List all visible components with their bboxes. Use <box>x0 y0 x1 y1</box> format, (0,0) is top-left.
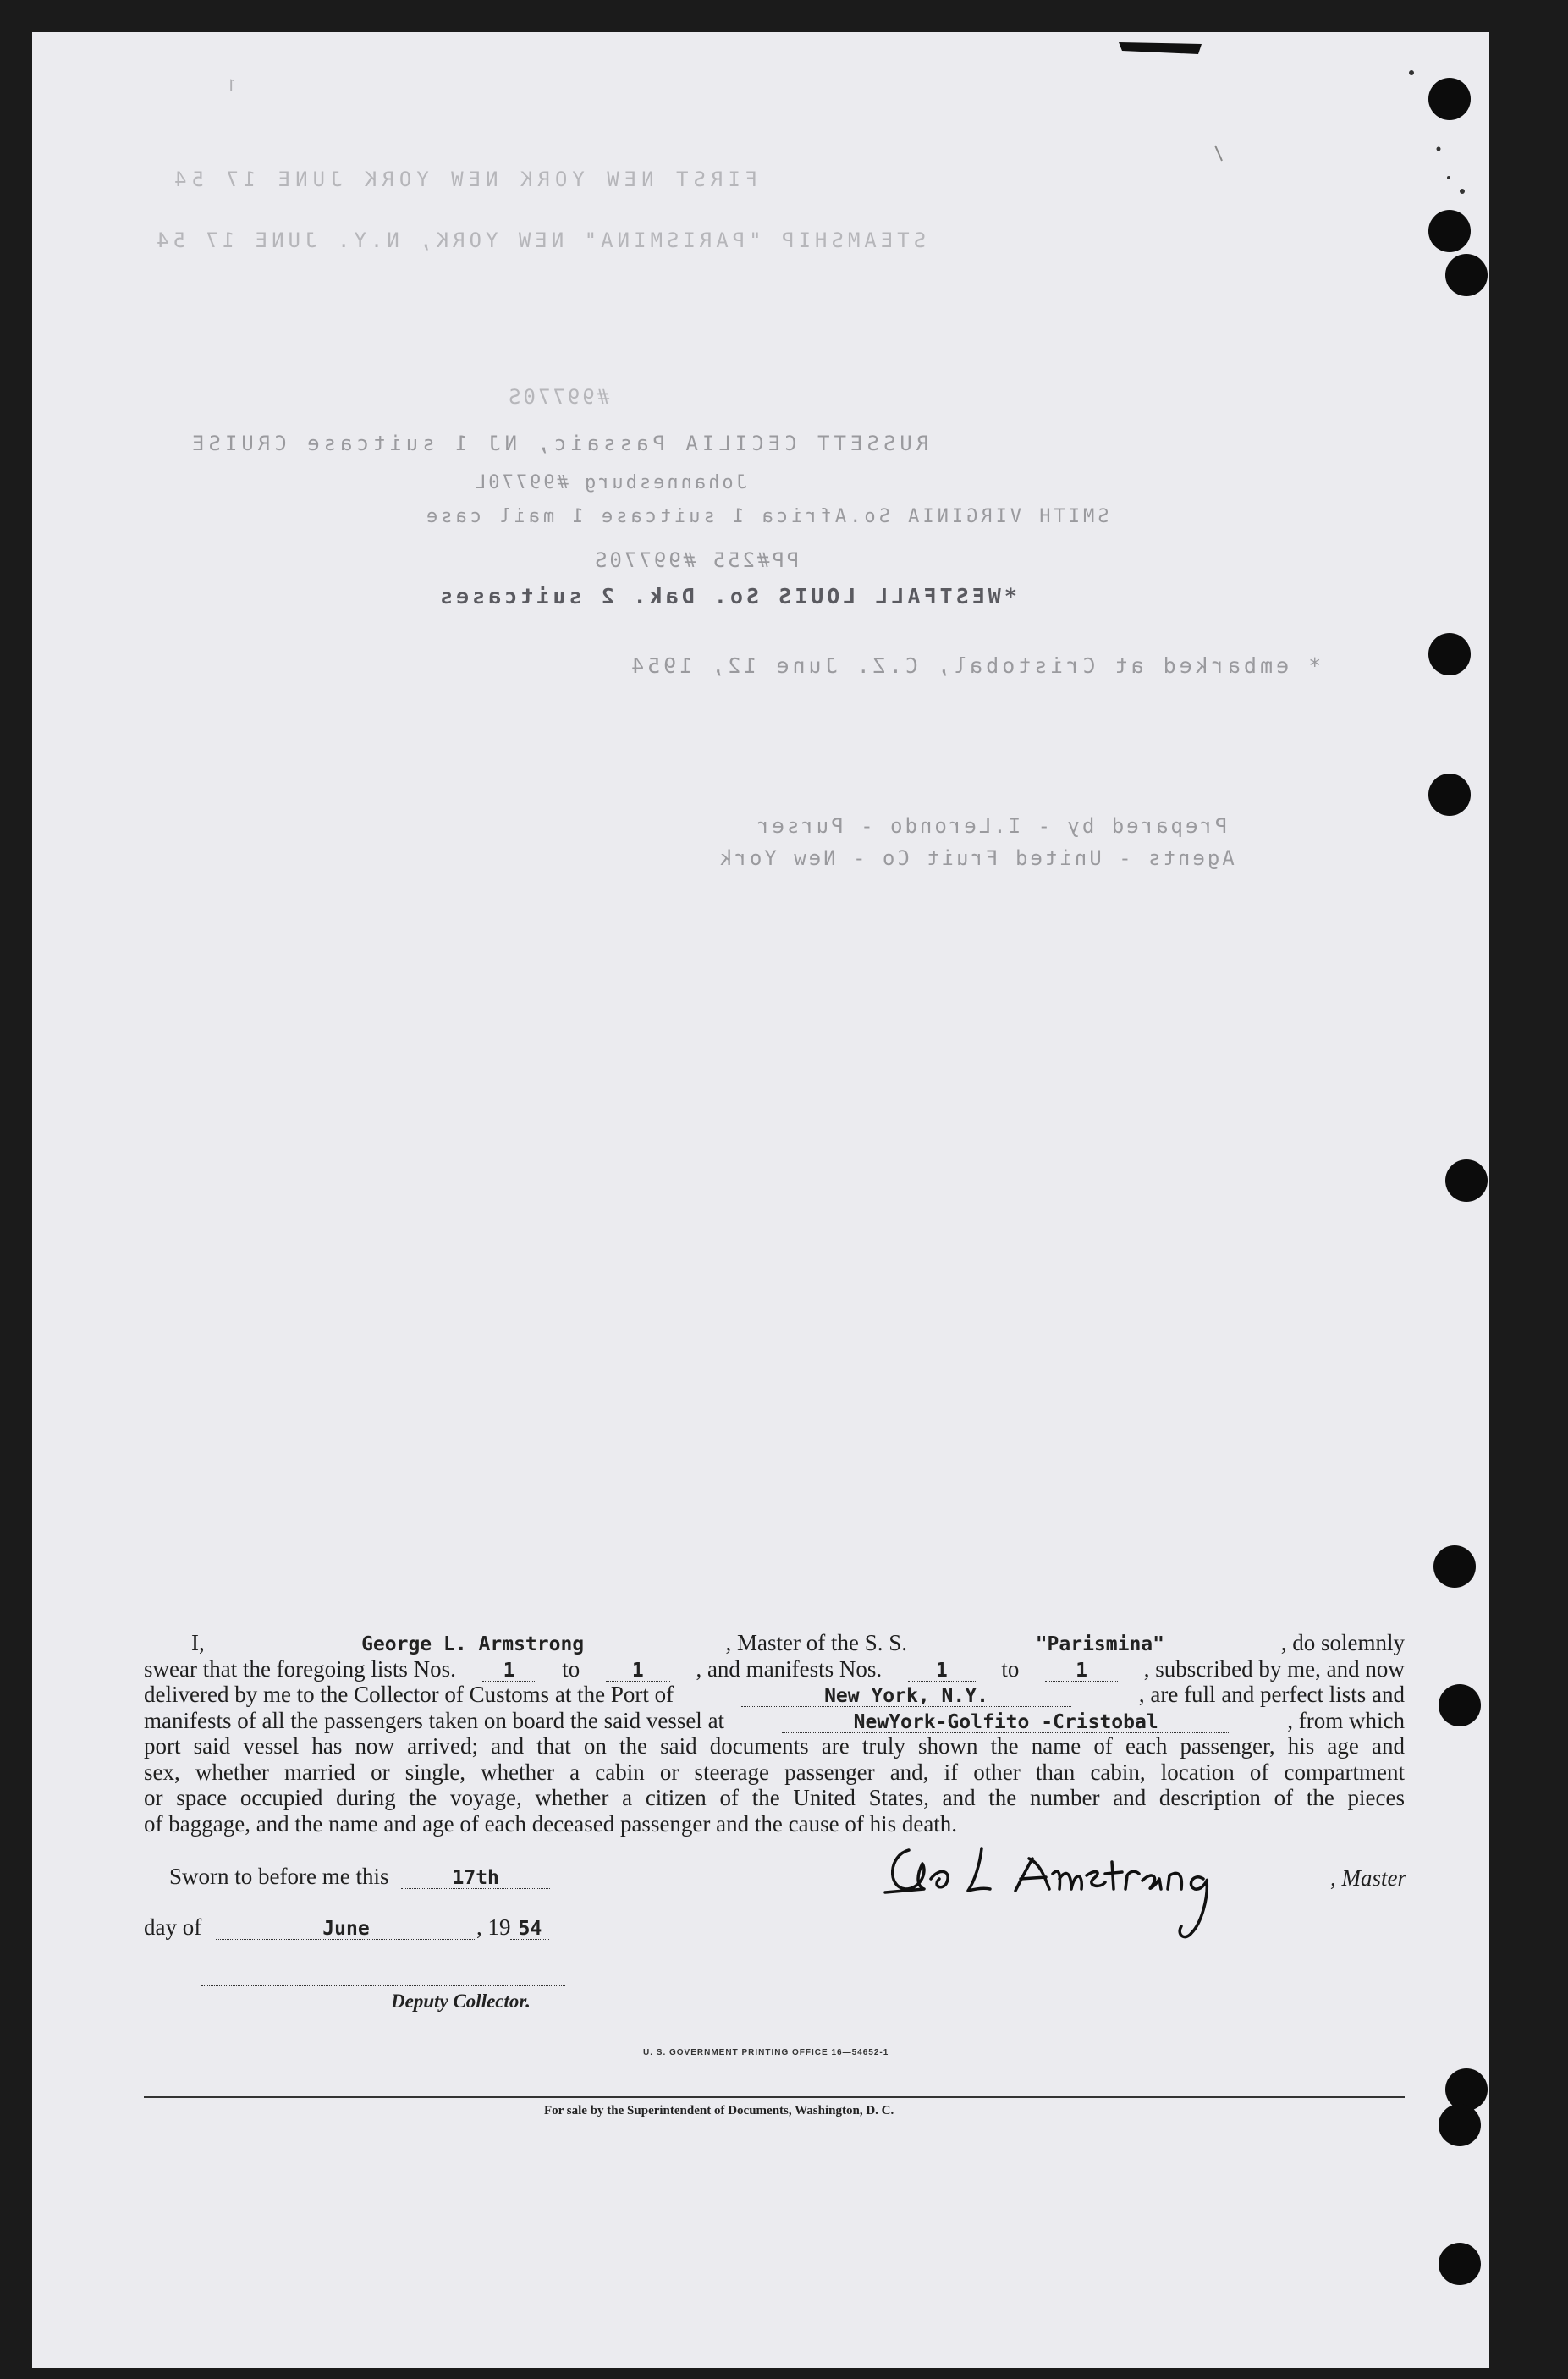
oath-line-3 <box>144 1682 1405 1708</box>
year-prefix: , 19 <box>476 1914 511 1940</box>
oath-to-1: to <box>562 1655 580 1682</box>
oath-paragraph <box>144 1630 1405 1837</box>
bleed-row2: SMITH VIRGINIA So.Africa 1 suitcase 1 mail case <box>423 506 1109 527</box>
oath-line-2 <box>144 1656 1405 1682</box>
bleed-prepared-by: Prepared by - I.Lerondo - Purser <box>755 814 1228 838</box>
oath-line-5: port said vessel has now arrived; and that on the said documents are truly shown the name of each passenger, his age and <box>144 1733 1405 1759</box>
oath-line-7: or space occupied during the voyage, whether a citizen of the United States, and the number and description of the pieces <box>144 1785 1405 1810</box>
oath-manifests-of: manifests of all the passengers taken on board the said vessel at <box>144 1707 725 1733</box>
master-label: , Master <box>1330 1865 1406 1891</box>
sworn-month-field: June <box>216 1919 476 1940</box>
bleed-row3-ref: PP#255 #99770S <box>592 548 800 572</box>
port-field: New York, N.Y. <box>741 1686 1071 1707</box>
oath-are-full: , are full and perfect lists and <box>1138 1682 1405 1707</box>
printing-office-line: U. S. GOVERNMENT PRINTING OFFICE 16—54652-1 <box>643 2048 889 2057</box>
bleed-agents: Agents - United Fruit Co - New York <box>718 846 1235 870</box>
bleed-row2-ref: Johannesburg #99770L <box>472 472 747 493</box>
bleed-header-line-2: STEAMSHIP "PARISMINA" NEW YORK, N.Y. JUNE 17 54 <box>152 229 927 252</box>
manifest-from-field: 1 <box>908 1660 976 1682</box>
oath-swear: swear that the foregoing lists Nos. <box>144 1655 456 1682</box>
oath-delivered: delivered by me to the Collector of Customs at the Port of <box>144 1682 674 1707</box>
oath-line-8: of baggage, and the name and age of each deceased passenger and the cause of his death. <box>144 1810 958 1837</box>
oath-to-2: to <box>1001 1655 1020 1682</box>
bleed-row1-ref: #99770S <box>506 385 610 409</box>
list-from-field: 1 <box>482 1660 536 1682</box>
sworn-day-field: 17th <box>401 1868 550 1889</box>
deputy-signature-line <box>201 1985 565 1986</box>
oath-master-of: , Master of the S. S. <box>725 1630 907 1655</box>
ship-name-field: "Parismina" <box>922 1634 1278 1655</box>
bleed-header-line-1: FIRST NEW YORK NEW YORK JUNE 17 54 <box>169 168 758 191</box>
master-name-field: George L. Armstrong <box>223 1634 723 1655</box>
oath-line-6: sex, whether married or single, whether a cabin or steerage passenger and, if other than cabin, location of compartment <box>144 1759 1405 1785</box>
page-mark: 1 <box>227 74 236 96</box>
bleed-footnote: * embarked at Cristobal, C.Z. June 12, 1954 <box>628 653 1322 678</box>
oath-do-solemnly: , do solemnly <box>1280 1630 1405 1655</box>
route-field: NewYork-Golfito -Cristobal <box>782 1712 1230 1733</box>
deputy-collector-label: Deputy Collector. <box>391 1991 531 2012</box>
oath-subscribed: , subscribed by me, and now <box>1143 1655 1405 1682</box>
oath-i: I, <box>191 1630 205 1655</box>
master-signature <box>880 1830 1320 1948</box>
for-sale-notice: For sale by the Superintendent of Documents, Washington, D. C. <box>544 2104 894 2117</box>
oath-and-manifests: , and manifests Nos. <box>696 1655 883 1682</box>
oath-from-which: , from which <box>1287 1707 1405 1733</box>
oath-line-1 <box>144 1630 1405 1656</box>
bleed-row3: *WESTFALL LOUIS So. Dak. 2 suitcases <box>437 584 1017 609</box>
sworn-text: Sworn to before me this <box>169 1864 389 1889</box>
day-of-text: day of <box>144 1914 202 1940</box>
manifest-to-field: 1 <box>1045 1660 1118 1682</box>
sworn-line <box>169 1864 550 1890</box>
bleed-row1: RUSSETT CECILIA Passaic, NJ 1 suitcase CRUISE <box>188 432 929 455</box>
oath-line-4 <box>144 1708 1405 1734</box>
footer-rule <box>144 2096 1405 2098</box>
sworn-year-field: 54 <box>510 1919 549 1940</box>
list-to-field: 1 <box>606 1660 670 1682</box>
day-of-line <box>144 1914 549 1941</box>
